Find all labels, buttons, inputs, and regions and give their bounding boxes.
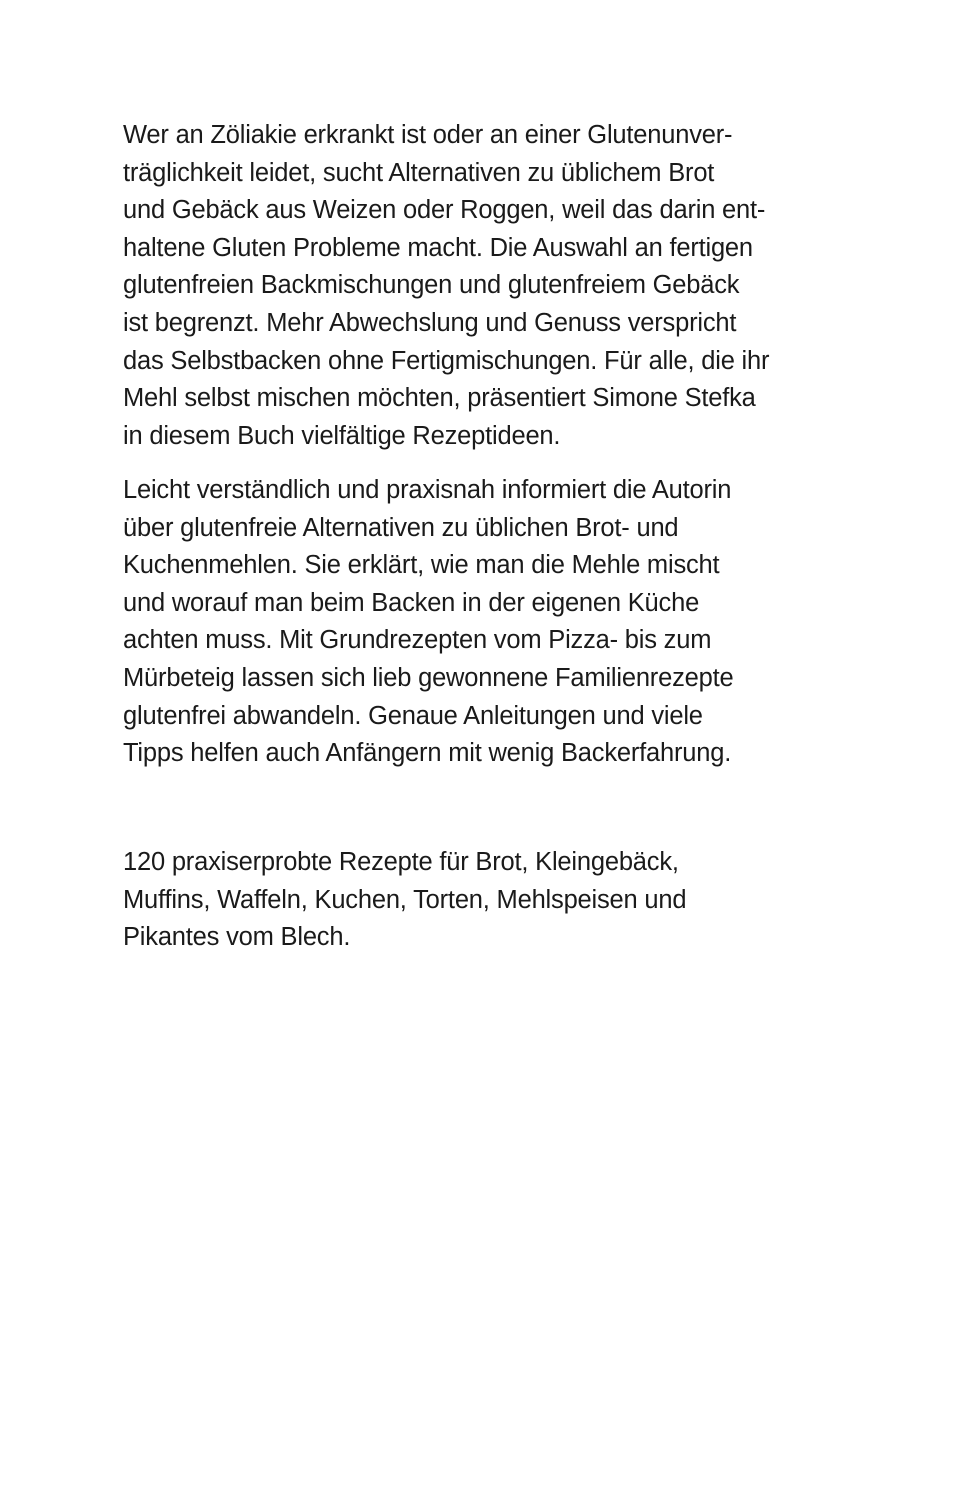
text-line: das Selbstbacken ohne Fertigmischungen. Für alle, die ihr [123, 346, 770, 375]
text-line: Muffins, Waffeln, Kuchen, Torten, Mehlspeisen und [123, 885, 687, 914]
text-line: träglichkeit leidet, sucht Alternativen zu üblichem Brot [123, 158, 715, 187]
text-line: glutenfreien Backmischungen und glutenfreiem Gebäck [123, 271, 740, 300]
text-line: Tipps helfen auch Anfängern mit wenig Backerfahrung. [123, 739, 732, 768]
author-description-paragraph [123, 472, 883, 773]
text-line: 120 praxiserprobte Rezepte für Brot, Kleingebäck, [123, 848, 679, 876]
text-line: und Gebäck aus Weizen oder Roggen, weil das darin ent- [123, 196, 766, 225]
text-line: haltene Gluten Probleme macht. Die Auswahl an fertigen [123, 233, 753, 262]
text-line: Wer an Zöliakie erkrankt ist oder an einer Glutenunver- [123, 121, 733, 149]
text-line: achten muss. Mit Grundrezepten vom Pizza- bis zum [123, 626, 712, 655]
text-line: über glutenfreie Alternativen zu üblichen Brot- und [123, 513, 679, 542]
text-line: ist begrenzt. Mehr Abwechslung und Genuss verspricht [123, 308, 737, 337]
recipe-summary-paragraph [123, 844, 883, 957]
text-line: Leicht verständlich und praxisnah informiert die Autorin [123, 476, 732, 504]
text-line: Kuchenmehlen. Sie erklärt, wie man die Mehle mischt [123, 551, 720, 580]
text-line: und worauf man beim Backen in der eigenen Küche [123, 588, 700, 617]
text-line: Mürbeteig lassen sich lieb gewonnene Familienrezepte [123, 663, 734, 692]
text-line: glutenfrei abwandeln. Genaue Anleitungen und viele [123, 701, 703, 730]
text-line: in diesem Buch vielfältige Rezeptideen. [123, 421, 561, 450]
intro-paragraph [123, 117, 883, 455]
text-line: Mehl selbst mischen möchten, präsentiert Simone Stefka [123, 384, 756, 413]
text-line: Pikantes vom Blech. [123, 923, 351, 952]
